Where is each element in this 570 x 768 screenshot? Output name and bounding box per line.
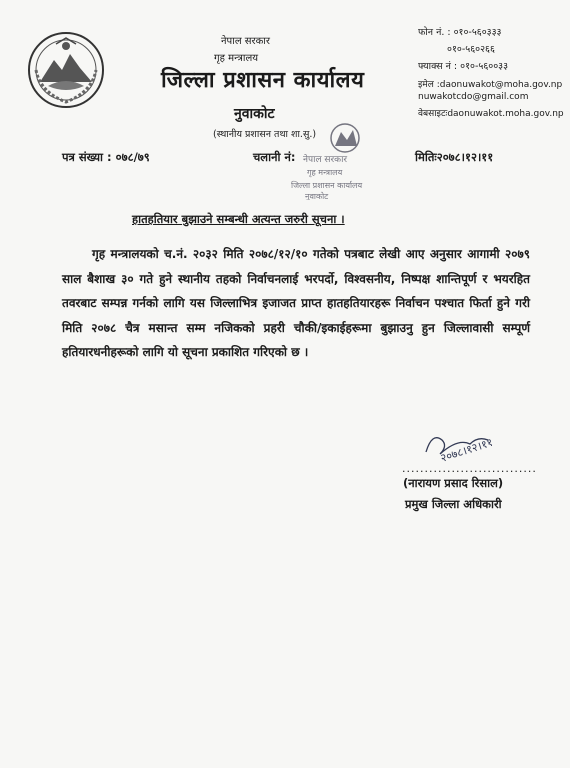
website: वेबसाइटःdaonuwakot.moha.gov.np (418, 109, 564, 119)
handwritten-signature (418, 420, 518, 468)
nepal-government-emblem-icon (26, 30, 106, 110)
phone-1: फोन नं. : ०१०-५६०३३३ (418, 27, 502, 38)
office-title: जिल्ला प्रशासन कार्यालय (161, 68, 365, 93)
letter-number: पत्र संख्या : ०७८/७९ (62, 150, 150, 164)
email-2: nuwakotcdo@gmail.com (418, 92, 529, 102)
fax-number: फ्याक्स नं : ०१०-५६००३३ (418, 61, 509, 72)
stamp-line-2: गृह मन्त्रालय (307, 168, 343, 177)
email-1: इमेल :daonuwakot@moha.gov.np (418, 80, 563, 90)
signatory-designation: प्रमुख जिल्ला अधिकारी (405, 497, 502, 511)
government-name: नेपाल सरकार (221, 36, 270, 47)
stamp-line-4: नुवाकोट (305, 192, 329, 200)
stamp-line-1: नेपाल सरकार (303, 155, 348, 165)
dispatch-number: चलानी नं: (253, 150, 296, 164)
phone-2: ०१०-५६०२६६ (447, 44, 495, 55)
district-name: नुवाकोट (234, 106, 275, 122)
signatory-name: (नारायण प्रसाद रिसाल) (403, 476, 504, 490)
signature-date: २०७८।१२।११ (438, 435, 495, 465)
notice-heading: हातहतियार बुझाउने सम्बन्धी अत्यन्त जरुरी सूचना । (132, 212, 345, 226)
ministry-name: गृह मन्त्रालय (214, 53, 259, 64)
office-stamp (285, 120, 380, 200)
department-name: (स्थानीय प्रशासन तथा शा.सु.) (213, 129, 317, 140)
notice-body: गृह मन्त्रालयको च.नं. २०३२ मिति २०७८/१२/१० गतेको पत्रबाट लेखी आए अनुसार आगामी २०७९ साल बैशाख ३० गते हुने स्थानीय तहको निर्वाचनलाई भरपर्दो, विश्वसनीय, निष्पक्ष शान्तिपूर्ण र भयरहित तवरबाट सम्पन्न गर्नको लागि यस जिल्लाभित्र इजाजत प्राप्त हातहतियारहरू निर्वाचन पश्चात फिर्ता हुने गरी मिति २०७८ चैत्र मसान्त सम्म नजिकको प्रहरी चौकी/इकाईहरूमा बुझाउनु हुन जिल्लावासी सम्पूर्ण हतियारधनीहरूको लागि यो सूचना प्रकाशित गरिएको छ । (62, 247, 530, 359)
signature-line: .............................. (402, 462, 537, 475)
letter-date: मितिः२०७८।१२।११ (415, 150, 494, 164)
stamp-line-3: जिल्ला प्रशासन कार्यालय (291, 181, 363, 190)
